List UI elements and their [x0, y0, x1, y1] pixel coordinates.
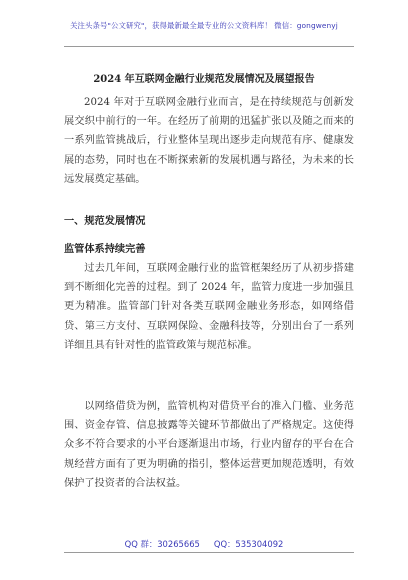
section-heading: 一、规范发展情况 — [64, 216, 146, 227]
footer-qq-contact: QQ：535304092 — [213, 539, 284, 549]
footer-divider — [64, 552, 354, 553]
document-title: 2024 年互联网金融行业规范发展情况及展望报告 — [93, 74, 315, 85]
lending-paragraph — [64, 397, 354, 493]
regulation-paragraph-text: 过去几年间，互联网金融行业的监管框架经历了从初步搭建到不断细化完善的过程。到了 2024 年，监管力度进一步加强且更为精准。监管部门针对各类互联网金融业务形态，如网络借贷、第三方支付、互联网保险、金融科技等，分别出台了一系列详细且具有针对性的监管政策与规范标准。 — [64, 263, 354, 351]
header-divider — [64, 46, 354, 47]
footer-qq-group: QQ 群：30265665 — [124, 539, 200, 549]
header-banner: 关注头条号"公文研究"，获得最新最全最专业的公文资料库！ 微信：gongwenyj — [70, 21, 338, 30]
regulation-paragraph — [64, 259, 354, 355]
subsection-heading: 监管体系持续完善 — [64, 244, 146, 255]
footer-contact — [0, 538, 408, 550]
intro-paragraph — [64, 93, 354, 189]
lending-paragraph-text: 以网络借贷为例，监管机构对借贷平台的准入门槛、业务范围、资金存管、信息披露等关键环节都做出了严格规定。这使得众多不符合要求的小平台逐渐退出市场，行业内留存的平台在合规经营方面有了更为明确的指引，整体运营更加规范透明，有效保护了投资者的合法权益。 — [64, 401, 354, 489]
intro-paragraph-text: 2024 年对于互联网金融行业而言，是在持续规范与创新发展交织中前行的一年。在经历了前期的迅猛扩张以及随之而来的一系列监管挑战后，行业整体呈现出逐步走向规范有序、健康发展的态势，同时也在不断探索新的发展机遇与路径，为未来的长远发展奠定基础。 — [64, 97, 354, 185]
